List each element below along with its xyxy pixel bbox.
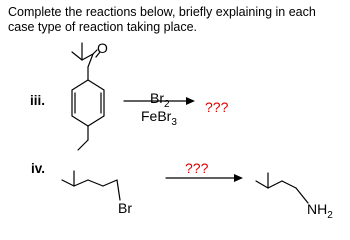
instructions-text: Complete the reactions below, briefly explaining in each case type of reaction taking place. xyxy=(8,5,316,34)
reaction-iv-label: iv. xyxy=(31,161,46,176)
reagent-febr3: FeBr$_3$ xyxy=(141,108,177,128)
reagent-br2: $Br_2$ xyxy=(150,90,170,110)
reactant-iii-structure xyxy=(72,43,104,150)
product-iii-unknown: ??? xyxy=(205,99,229,115)
reagent-iv-unknown: ??? xyxy=(185,160,209,176)
amine-group-label: $NH_2$ xyxy=(307,201,333,221)
bromine-atom-label: Br xyxy=(118,200,132,216)
product-iv-structure xyxy=(256,173,308,203)
carbonyl-oxygen-label: O xyxy=(97,40,108,56)
reactant-iv-structure xyxy=(62,171,120,200)
reaction-iii-label: iii. xyxy=(30,93,46,108)
